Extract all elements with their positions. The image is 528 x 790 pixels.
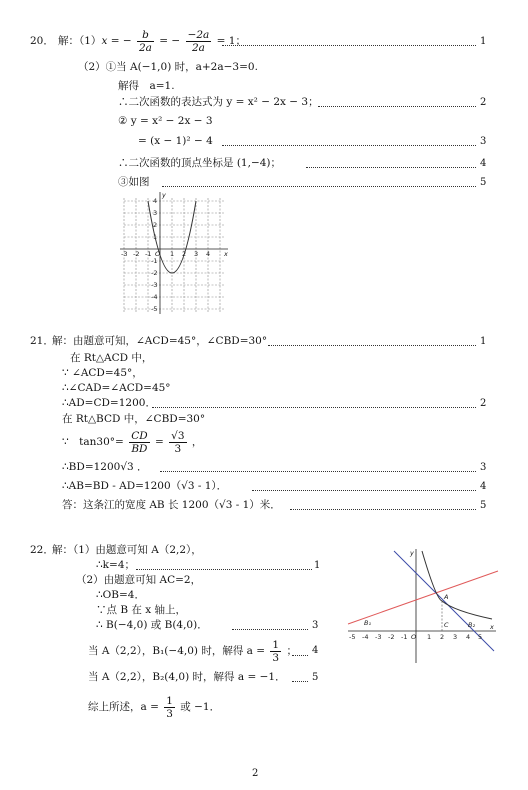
- q20-frac1: $\frac{b}{2a}$: [138, 28, 152, 54]
- point-c-label: C: [444, 621, 449, 629]
- q20-line2: （2）①当 A(−1,0) 时，a+2a−3=0.: [78, 61, 258, 73]
- q20-score-4: 4: [480, 158, 487, 169]
- red-line: [348, 571, 498, 624]
- q21-line1: 解：由题意可知，∠ACD=45°，∠CBD=30°: [52, 335, 268, 347]
- q22-score-4: 4: [312, 645, 319, 656]
- x-tick-label: -2: [133, 250, 140, 258]
- q20-line4: ∴二次函数的表达式为 y = x² − 2x − 3；: [118, 96, 319, 108]
- point-b2-label: B₂: [468, 621, 476, 629]
- q21-line5: ∴AD=CD=1200．: [62, 397, 156, 409]
- q21-line3: ∵ ∠ACD=45°，: [62, 367, 143, 379]
- y-tick-label: 4: [153, 197, 158, 205]
- dotted-leader: [222, 45, 476, 46]
- q21-number: 21．: [30, 335, 54, 347]
- y-axis-label: y: [162, 191, 166, 199]
- dotted-leader: [136, 569, 312, 570]
- q20-line7: ∴二次函数的顶点坐标是 (1,−4)；: [118, 157, 282, 169]
- y-tick-label: -3: [151, 281, 158, 289]
- q22-line6: ∴ B(−4,0) 或 B(4,0)．: [96, 619, 208, 631]
- q22-score-5: 5: [312, 672, 319, 683]
- q22-line2: ∴k=4；: [96, 559, 136, 571]
- q20-line5: ② y = x² − 2x − 3: [118, 115, 213, 127]
- q20-frac2: $\frac{-2a}{2a}$: [187, 28, 210, 54]
- x-tick-label: -5: [349, 633, 356, 641]
- q21-comma: ，: [191, 436, 203, 448]
- q21-score-3: 3: [480, 462, 487, 473]
- dotted-leader: [292, 681, 308, 682]
- q21-frac-cd-bd: $\frac{CD}{BD}$: [131, 429, 148, 455]
- x-tick-label: -3: [121, 250, 128, 258]
- q22-conclusion-end: 或 −1．: [180, 701, 221, 713]
- q20-score-1: 1: [480, 36, 487, 47]
- q21-score-5: 5: [480, 500, 487, 511]
- page-number: 2: [252, 768, 259, 779]
- x-tick-label: -4: [362, 633, 369, 641]
- q22-frac-one-third-2: $\frac{1}{3}$: [166, 694, 173, 720]
- q21-tan-label: ∵ tan30°=: [62, 436, 124, 448]
- q20-eq1: = −: [110, 35, 132, 47]
- x-tick-label: 3: [453, 633, 458, 641]
- dotted-leader: [252, 490, 476, 491]
- q20-parabola-graph: [118, 190, 234, 318]
- dotted-leader: [290, 509, 476, 510]
- q20-score-2: 2: [480, 97, 487, 108]
- q22-frac-one-third: $\frac{1}{3}$: [272, 638, 280, 664]
- x-tick-label: 4: [206, 250, 211, 258]
- q22-number: 22．: [30, 544, 54, 556]
- q20-score-5: 5: [480, 177, 487, 188]
- q21-score-1: 1: [480, 336, 487, 347]
- q22-case1-text: 当 A（2,2），B₁(−4,0) 时，解得 a =: [88, 645, 266, 657]
- q20-eq3: = 1；: [216, 35, 246, 47]
- q22-score-3: 3: [312, 620, 319, 631]
- q22-function-graph: [346, 545, 500, 665]
- y-tick-label: -2: [151, 269, 158, 277]
- q21-score-4: 4: [480, 481, 487, 492]
- dotted-leader: [268, 345, 476, 346]
- dotted-leader: [152, 407, 476, 408]
- q20-line1: [58, 28, 246, 54]
- q21-line6: 在 Rt△BCD 中，∠CBD=30°: [62, 413, 206, 425]
- q22-line8: 当 A（2,2），B₂(4,0) 时，解得 a = −1．: [88, 671, 286, 683]
- x-tick-label: 1: [427, 633, 432, 641]
- q21-line10: 答：这条江的宽度 AB 长 1200（√3 - 1）米．: [62, 499, 281, 511]
- q22-line5: ∵点 B 在 x 轴上，: [96, 604, 186, 616]
- q20-line6: = (x − 1)² − 4: [138, 135, 213, 147]
- q22-line7: [88, 638, 297, 664]
- q22-line4: ∴OB=4．: [96, 589, 145, 601]
- dotted-leader: [306, 167, 476, 168]
- q20-eq2: = −: [159, 35, 181, 47]
- y-axis-label: y: [410, 549, 414, 557]
- q20-line3: 解得 a=1.: [118, 80, 175, 92]
- q22-line3: （2）由题意可知 AC=2，: [76, 574, 202, 586]
- dotted-leader: [162, 186, 476, 187]
- x-axis-label: x: [224, 250, 228, 258]
- q22-score-1: 1: [314, 560, 321, 571]
- x-tick-label: 5: [478, 633, 483, 641]
- point-a-label: A: [444, 593, 449, 601]
- y-tick-label: 2: [153, 221, 158, 229]
- y-tick-label: 3: [153, 209, 158, 217]
- q22-semicolon: ；: [286, 645, 297, 657]
- q21-eq: =: [154, 436, 164, 448]
- q21-score-2: 2: [480, 398, 487, 409]
- x-axis-label: x: [490, 623, 494, 631]
- dotted-leader: [160, 471, 476, 472]
- dotted-leader: [292, 655, 308, 656]
- y-tick-label: -1: [151, 257, 158, 265]
- q21-frac-sqrt3: $\frac{√3}{3}$: [171, 429, 185, 455]
- q21-line4: ∴∠CAD=∠ACD=45°: [62, 382, 171, 394]
- q20-score-3: 3: [480, 136, 487, 147]
- q21-line9: ∴AB=BD - AD=1200（√3 - 1）．: [62, 480, 228, 492]
- x-tick-label: -1: [401, 633, 408, 641]
- q21-line2: 在 Rt△ACD 中，: [70, 352, 153, 364]
- x-tick-label: 3: [194, 250, 199, 258]
- q22-line9: [88, 694, 220, 720]
- x-tick-label: 2: [440, 633, 445, 641]
- x-tick-label: 1: [170, 250, 175, 258]
- y-tick-label: -4: [151, 293, 158, 301]
- origin-label: O: [411, 633, 417, 641]
- x-tick-label: -2: [388, 633, 395, 641]
- dotted-leader: [232, 629, 308, 630]
- q21-line8: ∴BD=1200√3 ．: [62, 461, 148, 473]
- origin-label: O: [155, 250, 161, 258]
- q20-part1-label: 解：（1）: [58, 35, 102, 47]
- q22-conclusion-text: 综上所述，a =: [88, 701, 159, 713]
- q20-line8: ③如图: [118, 176, 150, 188]
- y-tick-label: -5: [151, 305, 158, 313]
- point-b1-label: B₁: [364, 619, 372, 627]
- dotted-leader: [222, 145, 476, 146]
- q20-var-x: x: [101, 35, 108, 47]
- dotted-leader: [318, 106, 476, 107]
- q21-line7: [62, 428, 202, 456]
- y-tick-label: 1: [153, 233, 158, 241]
- q22-line1: 解：（1）由题意可知 A（2,2），: [52, 544, 202, 556]
- x-tick-label: -3: [375, 633, 382, 641]
- x-tick-label: 2: [182, 250, 187, 258]
- q20-number: 20．: [30, 35, 54, 47]
- x-tick-label: 4: [466, 633, 471, 641]
- x-tick-label: -1: [145, 250, 152, 258]
